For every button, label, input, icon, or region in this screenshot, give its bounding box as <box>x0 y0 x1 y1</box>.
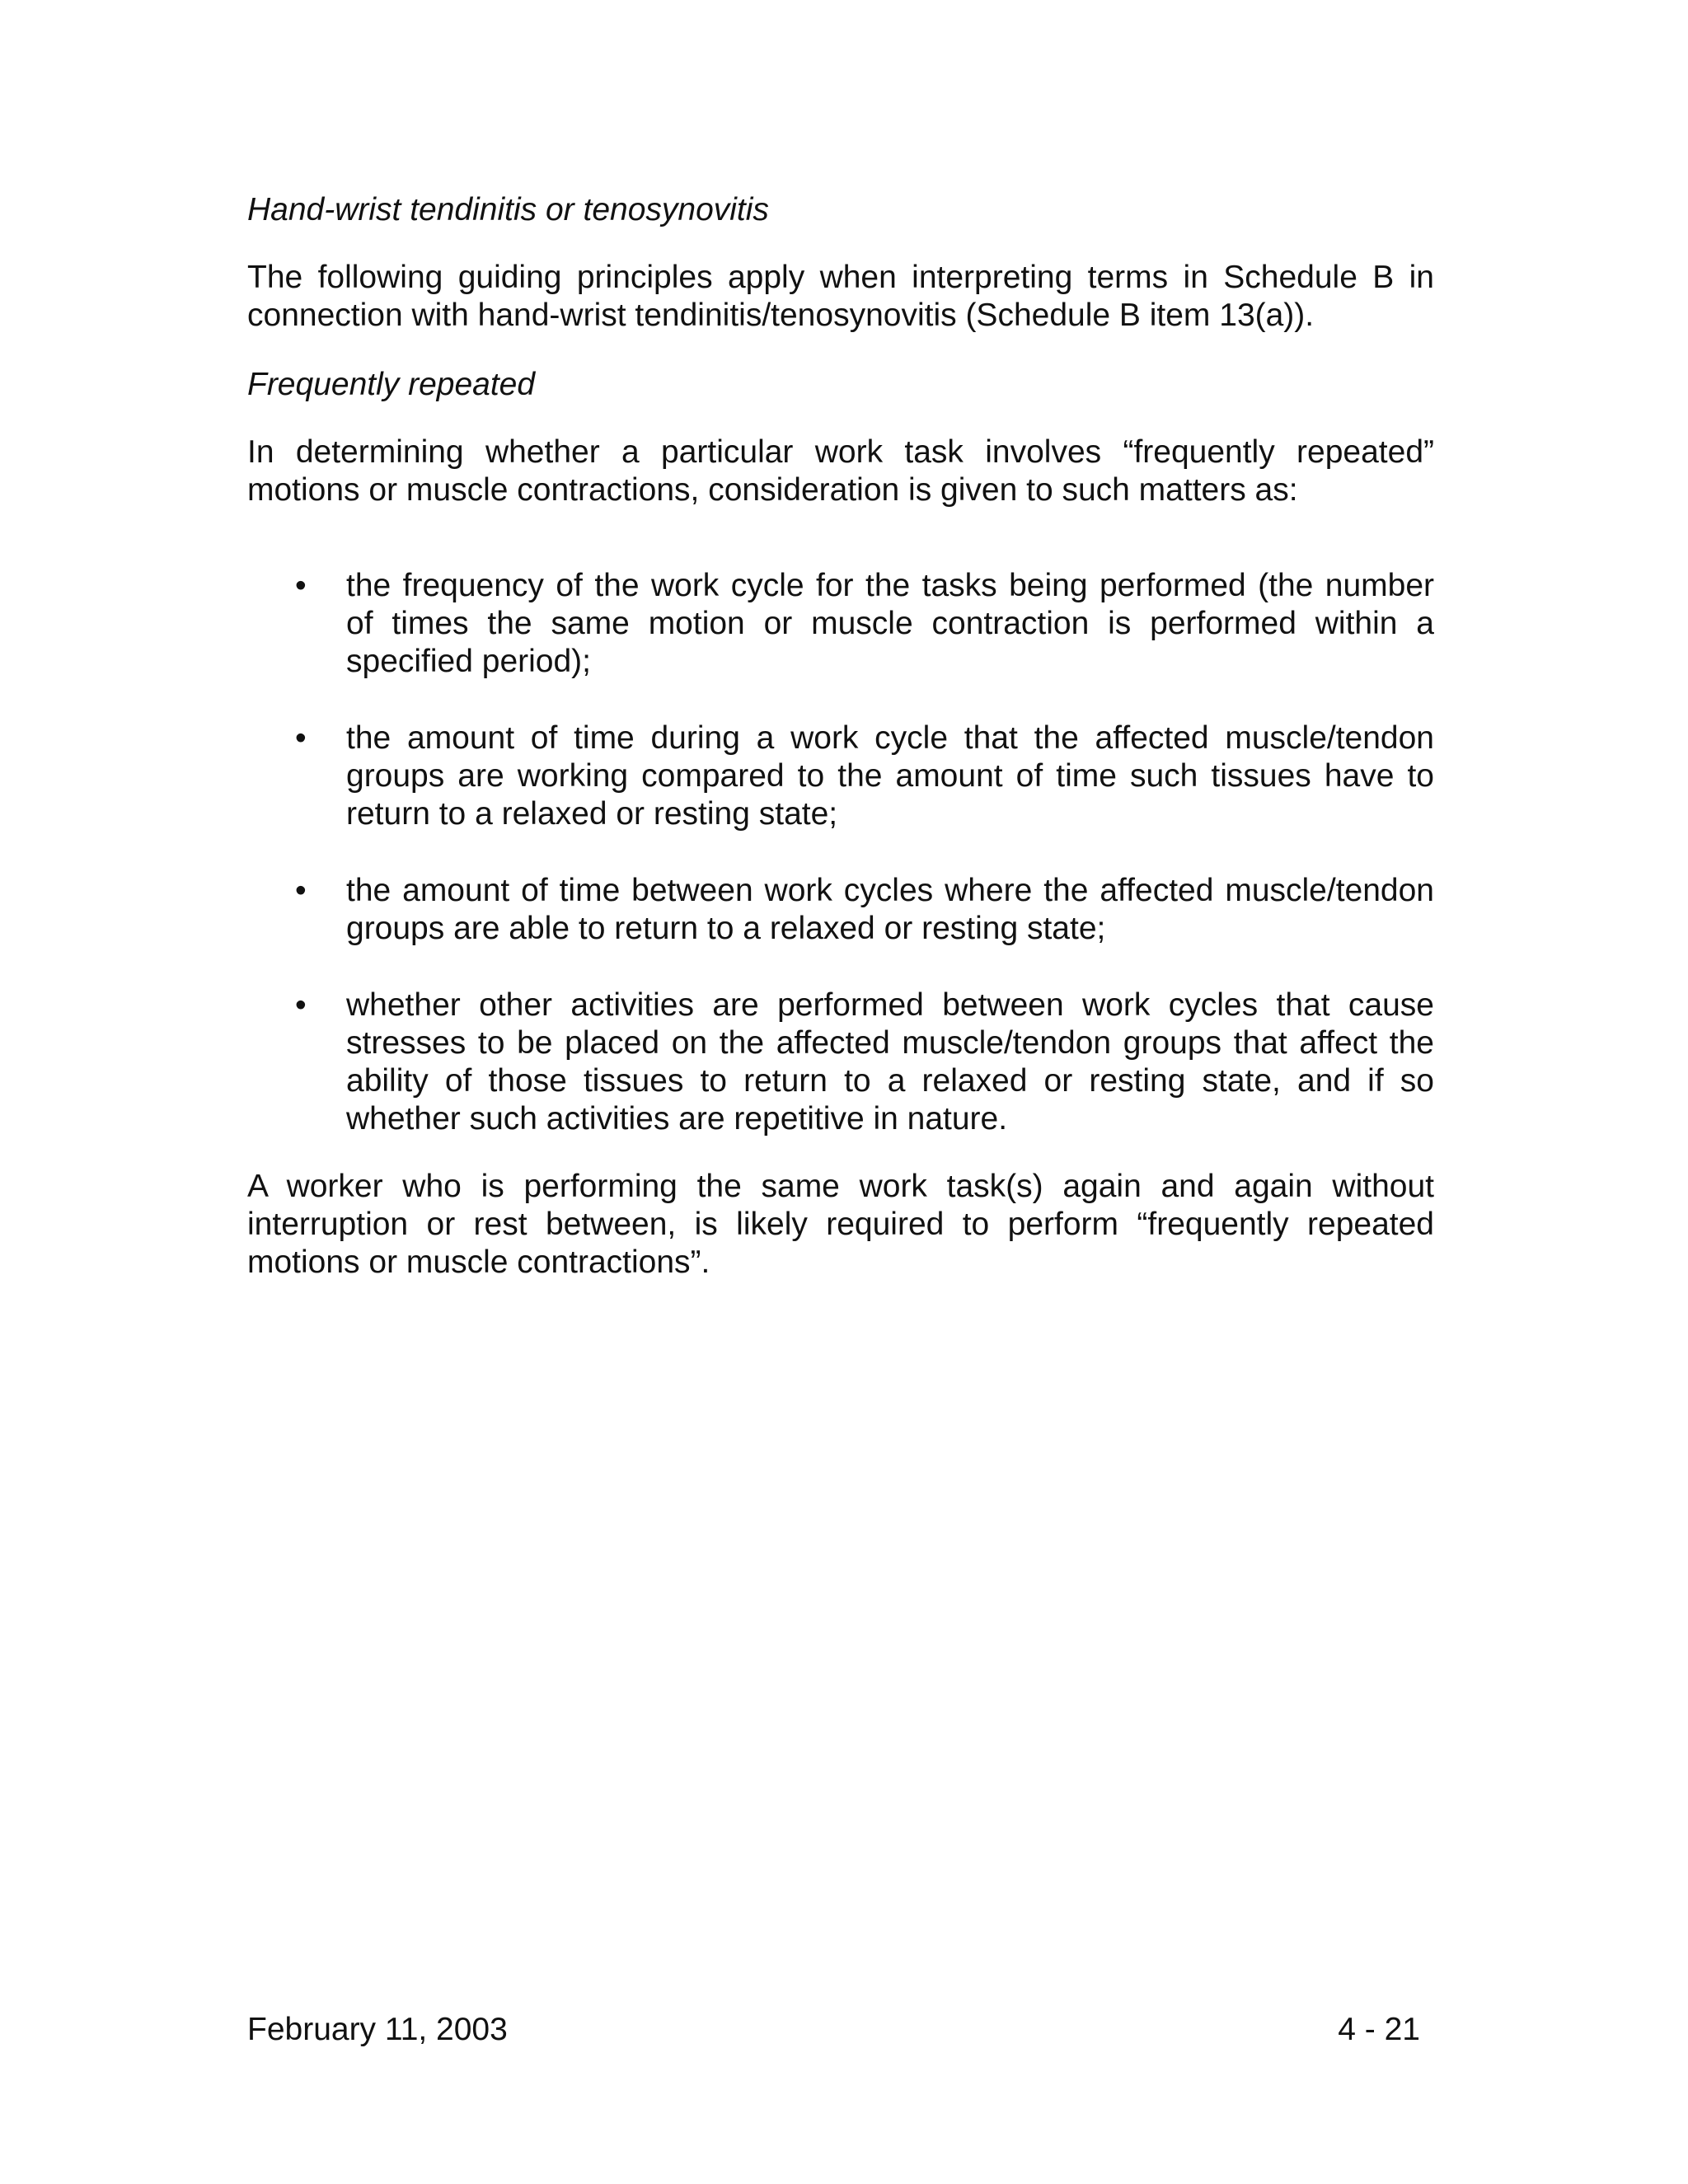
list-item <box>247 719 1434 833</box>
document-body <box>247 191 1434 1313</box>
list-item-text: whether other activities are performed between work cycles that cause stresses to be placed on the affected muscle/tendon groups that affect the ability of those tissues to return to a relaxed or resting state, and if so whether such activities are repetitive in nature. <box>346 987 1434 1137</box>
intro-paragraph: The following guiding principles apply when interpreting terms in Schedule B in connection with hand-wrist tendinitis/tenosynovitis (Schedule B item 13(a)). <box>247 260 1434 333</box>
page-number: 4 - 21 <box>1338 2012 1420 2047</box>
bullet-icon: • <box>295 873 307 908</box>
footer-date: February 11, 2003 <box>247 2012 508 2047</box>
list-item-text: the amount of time during a work cycle that the affected muscle/tendon groups are working compared to the amount of time such tissues have to return to a relaxed or resting state; <box>346 720 1434 832</box>
lead-paragraph: In determining whether a particular work task involves “frequently repeated” motions or muscle contractions, consideration is given to such matters as: <box>247 434 1434 508</box>
list-item <box>247 567 1434 681</box>
list-item-text: the frequency of the work cycle for the tasks being performed (the number of times the same motion or muscle contraction is performed within a specified period); <box>346 568 1434 679</box>
criteria-list <box>247 567 1434 1138</box>
bullet-icon: • <box>295 720 307 756</box>
list-item <box>247 987 1434 1138</box>
section-heading: Hand-wrist tendinitis or tenosynovitis <box>247 192 769 227</box>
bullet-icon: • <box>295 568 307 603</box>
closing-paragraph: A worker who is performing the same work task(s) again and again without interruption or rest between, is likely required to perform “frequently repeated motions or muscle contractions”. <box>247 1169 1434 1280</box>
list-item <box>247 872 1434 948</box>
list-item-text: the amount of time between work cycles where the affected muscle/tendon groups are able to return to a relaxed or resting state; <box>346 873 1434 946</box>
bullet-icon: • <box>295 987 307 1023</box>
subheading: Frequently repeated <box>247 367 536 402</box>
